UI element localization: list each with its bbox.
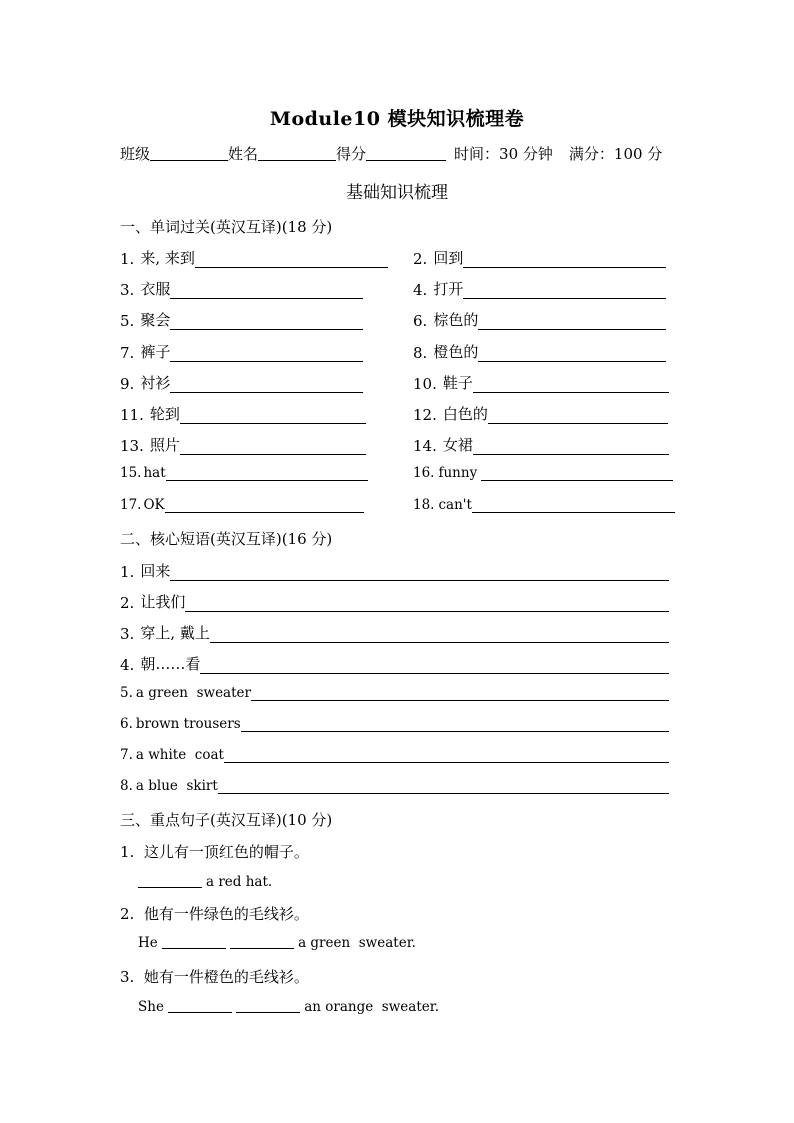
section1-heading: 一、单词过关(英汉互译)(18 分) [120, 218, 333, 236]
word-item: 17. OK [120, 497, 364, 513]
answer-blank[interactable] [230, 935, 294, 949]
page-title: Module10 模块知识梳理卷 [269, 108, 525, 130]
word-item: 9. 衬衫 [120, 372, 363, 393]
phrase-item: 4. 朝……看 [120, 653, 669, 674]
answer-blank[interactable] [185, 596, 669, 612]
answer-blank[interactable] [180, 408, 366, 424]
word-item: 10. 鞋子 [413, 372, 669, 393]
word-item: 13. 照片 [120, 434, 366, 455]
phrase-item: 5. a green sweater [120, 685, 669, 701]
word-item: 11. 轮到 [120, 403, 366, 424]
answer-blank[interactable] [224, 747, 669, 763]
answer-blank[interactable] [251, 685, 669, 701]
word-item: 4. 打开 [413, 278, 666, 299]
sentence-answer: a red hat. [138, 874, 272, 890]
answer-blank[interactable] [218, 778, 669, 794]
phrase-item: 2. 让我们 [120, 591, 669, 612]
word-item: 2. 回到 [413, 247, 666, 268]
name-label: 姓名 [228, 145, 259, 163]
word-item: 18. can't [413, 497, 675, 513]
answer-blank[interactable] [170, 377, 363, 393]
answer-blank[interactable] [165, 497, 364, 513]
answer-blank[interactable] [236, 999, 300, 1013]
word-item: 3. 衣服 [120, 278, 363, 299]
answer-blank[interactable] [478, 346, 666, 362]
answer-blank[interactable] [170, 314, 363, 330]
answer-blank[interactable] [472, 497, 675, 513]
answer-blank[interactable] [180, 439, 366, 455]
answer-blank[interactable] [200, 658, 669, 674]
answer-blank[interactable] [170, 283, 363, 299]
answer-blank[interactable] [170, 565, 669, 581]
word-item: 15. hat [120, 465, 368, 481]
answer-blank[interactable] [162, 935, 226, 949]
word-item: 16. funny [413, 465, 673, 481]
sentence-answer: She an orange sweater. [138, 999, 440, 1015]
phrase-item: 6. brown trousers [120, 716, 669, 732]
word-item: 12. 白色的 [413, 403, 668, 424]
phrase-item: 3. 穿上, 戴上 [120, 622, 669, 643]
section2-heading: 二、核心短语(英汉互译)(16 分) [120, 530, 333, 548]
class-blank[interactable] [150, 146, 228, 161]
sentence-item: 3. 她有一件橙色的毛线衫。 [120, 968, 309, 986]
score-label: 得分 [336, 145, 367, 163]
sentence-item: 2. 他有一件绿色的毛线衫。 [120, 905, 309, 923]
sentence-answer: He a green sweater. [138, 935, 416, 951]
score-blank[interactable] [366, 146, 446, 161]
class-label: 班级 [120, 145, 151, 163]
answer-blank[interactable] [138, 874, 202, 888]
section-subtitle: 基础知识梳理 [346, 183, 448, 203]
answer-blank[interactable] [463, 252, 666, 268]
answer-blank[interactable] [210, 627, 669, 643]
word-item: 1. 来, 来到 [120, 247, 388, 268]
answer-blank[interactable] [195, 252, 388, 268]
answer-blank[interactable] [488, 408, 668, 424]
answer-blank[interactable] [478, 314, 666, 330]
answer-blank[interactable] [170, 346, 363, 362]
word-item: 5. 聚会 [120, 309, 363, 330]
answer-blank[interactable] [473, 377, 669, 393]
word-item: 14. 女裙 [413, 434, 669, 455]
phrase-item: 8. a blue skirt [120, 778, 669, 794]
phrase-item: 1. 回来 [120, 560, 669, 581]
answer-blank[interactable] [168, 999, 232, 1013]
name-blank[interactable] [258, 146, 336, 161]
answer-blank[interactable] [463, 283, 666, 299]
full-score-text: 满分：100 分 [568, 145, 663, 163]
answer-blank[interactable] [166, 465, 368, 481]
student-info-row [120, 143, 662, 164]
phrase-item: 7. a white coat [120, 747, 669, 763]
answer-blank[interactable] [473, 439, 669, 455]
time-text: 时间：30 分钟 [454, 145, 553, 163]
word-item: 7. 裤子 [120, 341, 363, 362]
sentence-item: 1. 这儿有一顶红色的帽子。 [120, 843, 309, 861]
answer-blank[interactable] [241, 716, 669, 732]
word-item: 8. 橙色的 [413, 341, 666, 362]
section3-heading: 三、重点句子(英汉互译)(10 分) [120, 811, 333, 829]
word-item: 6. 棕色的 [413, 309, 666, 330]
answer-blank[interactable] [481, 465, 673, 481]
